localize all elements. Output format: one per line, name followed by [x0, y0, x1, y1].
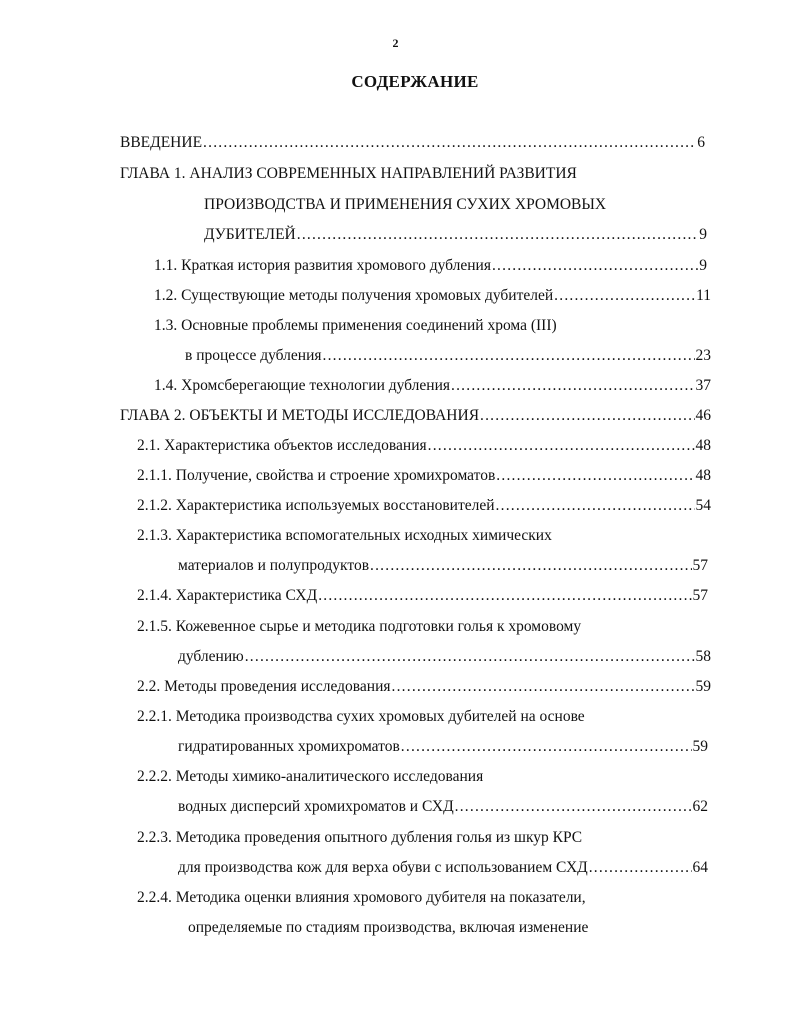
toc-page-number: 64: [692, 859, 708, 876]
toc-section-2-1-1[interactable]: [137, 466, 711, 486]
toc-section-2-2[interactable]: [137, 677, 711, 697]
toc-section-2-1-5-line1[interactable]: 2.1.5. Кожевенное сырье и методика подготовки голья к хромовому: [137, 618, 582, 635]
toc-entry-intro[interactable]: [120, 133, 705, 153]
toc-section-1-4[interactable]: [154, 376, 711, 396]
toc-entry-text: 2.1.1. Получение, свойства и строение хромихроматов: [137, 467, 496, 484]
toc-section-2-2-3-line1[interactable]: 2.2.3. Методика проведения опытного дубления голья из шкур КРС: [137, 829, 583, 846]
toc-page-number: 58: [695, 648, 711, 665]
toc-leader-dots: [318, 586, 691, 606]
toc-section-1-2[interactable]: [154, 286, 711, 306]
toc-page-number: 57: [692, 587, 708, 604]
toc-entry-text: 1.2. Существующие методы получения хромовых дубителей: [154, 287, 554, 304]
toc-entry-text: ВВЕДЕНИЕ: [120, 134, 203, 151]
toc-section-2-2-1-line2[interactable]: [178, 737, 708, 757]
toc-leader-dots: [455, 797, 692, 817]
toc-leader-dots: [480, 406, 694, 426]
toc-page-number: 48: [695, 467, 711, 484]
toc-page-number: 37: [695, 377, 711, 394]
toc-section-2-1-2[interactable]: [137, 496, 711, 516]
toc-section-2-2-4-line1[interactable]: 2.2.4. Методика оценки влияния хромового дубителя на показатели,: [137, 889, 586, 906]
toc-entry-text: для производства кож для верха обуви с использованием СХД: [178, 859, 588, 876]
toc-section-2-2-2-line1[interactable]: 2.2.2. Методы химико-аналитического исследования: [137, 768, 484, 785]
toc-entry-text: 2.1. Характеристика объектов исследования: [137, 437, 427, 454]
toc-entry-text: водных дисперсий хромихроматов и СХД: [178, 798, 454, 815]
toc-page-number: 62: [692, 798, 708, 815]
toc-leader-dots: [392, 677, 695, 697]
toc-entry-text: 1.1. Краткая история развития хромового дубления: [154, 257, 491, 274]
toc-leader-dots: [245, 647, 695, 667]
toc-section-2-2-2-line2[interactable]: [178, 797, 708, 817]
toc-page-number: 9: [699, 257, 707, 274]
toc-section-2-1[interactable]: [137, 436, 711, 456]
toc-page-number: 23: [695, 347, 711, 364]
toc-chapter-1-line2[interactable]: ПРОИЗВОДСТВА И ПРИМЕНЕНИЯ СУХИХ ХРОМОВЫХ: [204, 196, 607, 213]
toc-entry-text: ГЛАВА 2. ОБЪЕКТЫ И МЕТОДЫ ИССЛЕДОВАНИЯ: [120, 407, 480, 424]
toc-page-number: 54: [695, 497, 711, 514]
toc-page-number: 6: [697, 134, 705, 151]
toc-page-number: 9: [699, 226, 707, 243]
toc-entry-text: в процессе дубления: [185, 347, 322, 364]
toc-section-2-1-3-line2[interactable]: [178, 556, 708, 576]
toc-leader-dots: [297, 225, 699, 245]
toc-entry-text: 2.2. Методы проведения исследования: [137, 678, 391, 695]
toc-leader-dots: [492, 256, 698, 276]
toc-leader-dots: [451, 376, 694, 396]
toc-section-1-1[interactable]: [154, 256, 707, 276]
toc-section-2-2-1-line1[interactable]: 2.2.1. Методика производства сухих хромовых дубителей на основе: [137, 708, 585, 725]
toc-entry-text: материалов и полупродуктов: [178, 557, 370, 574]
toc-leader-dots: [496, 496, 695, 516]
toc-leader-dots: [554, 286, 695, 306]
toc-leader-dots: [496, 466, 694, 486]
toc-page-number: 59: [692, 738, 708, 755]
toc-entry-text: 2.1.2. Характеристика используемых восстановителей: [137, 497, 495, 514]
toc-section-2-2-3-line2[interactable]: [178, 858, 708, 878]
toc-entry-text: гидратированных хромихроматов: [178, 738, 400, 755]
toc-leader-dots: [203, 133, 696, 153]
toc-page-number: 59: [695, 678, 711, 695]
toc-page-number: 48: [695, 437, 711, 454]
toc-leader-dots: [323, 346, 695, 366]
toc-page-number: 57: [692, 557, 708, 574]
page-number: 2: [392, 36, 399, 50]
toc-section-1-3-line1[interactable]: 1.3. Основные проблемы применения соединений хрома (III): [154, 317, 557, 334]
toc-entry-text: дублению: [178, 648, 244, 665]
toc-page-number: 11: [696, 287, 711, 304]
toc-chapter-2[interactable]: [120, 406, 711, 426]
toc-chapter-1-line3[interactable]: [204, 225, 707, 245]
page-title: СОДЕРЖАНИЕ: [351, 72, 479, 91]
toc-leader-dots: [370, 556, 691, 576]
toc-chapter-1-line1[interactable]: ГЛАВА 1. АНАЛИЗ СОВРЕМЕННЫХ НАПРАВЛЕНИЙ РАЗВИТИЯ: [120, 165, 577, 182]
toc-entry-text: 1.4. Хромсберегающие технологии дубления: [154, 377, 451, 394]
toc-entry-text: ДУБИТЕЛЕЙ: [204, 226, 296, 243]
toc-section-1-3-line2[interactable]: [185, 346, 711, 366]
toc-entry-text: 2.1.4. Характеристика СХД: [137, 587, 318, 604]
toc-leader-dots: [589, 858, 692, 878]
toc-section-2-1-4[interactable]: [137, 586, 708, 606]
toc-section-2-1-3-line1[interactable]: 2.1.3. Характеристика вспомогательных исходных химических: [137, 527, 552, 544]
toc-section-2-2-4-line2[interactable]: определяемые по стадиям производства, включая изменение: [188, 919, 589, 936]
toc-page-number: 46: [695, 407, 711, 424]
toc-leader-dots: [401, 737, 692, 757]
toc-section-2-1-5-line2[interactable]: [178, 647, 711, 667]
toc-leader-dots: [428, 436, 695, 456]
